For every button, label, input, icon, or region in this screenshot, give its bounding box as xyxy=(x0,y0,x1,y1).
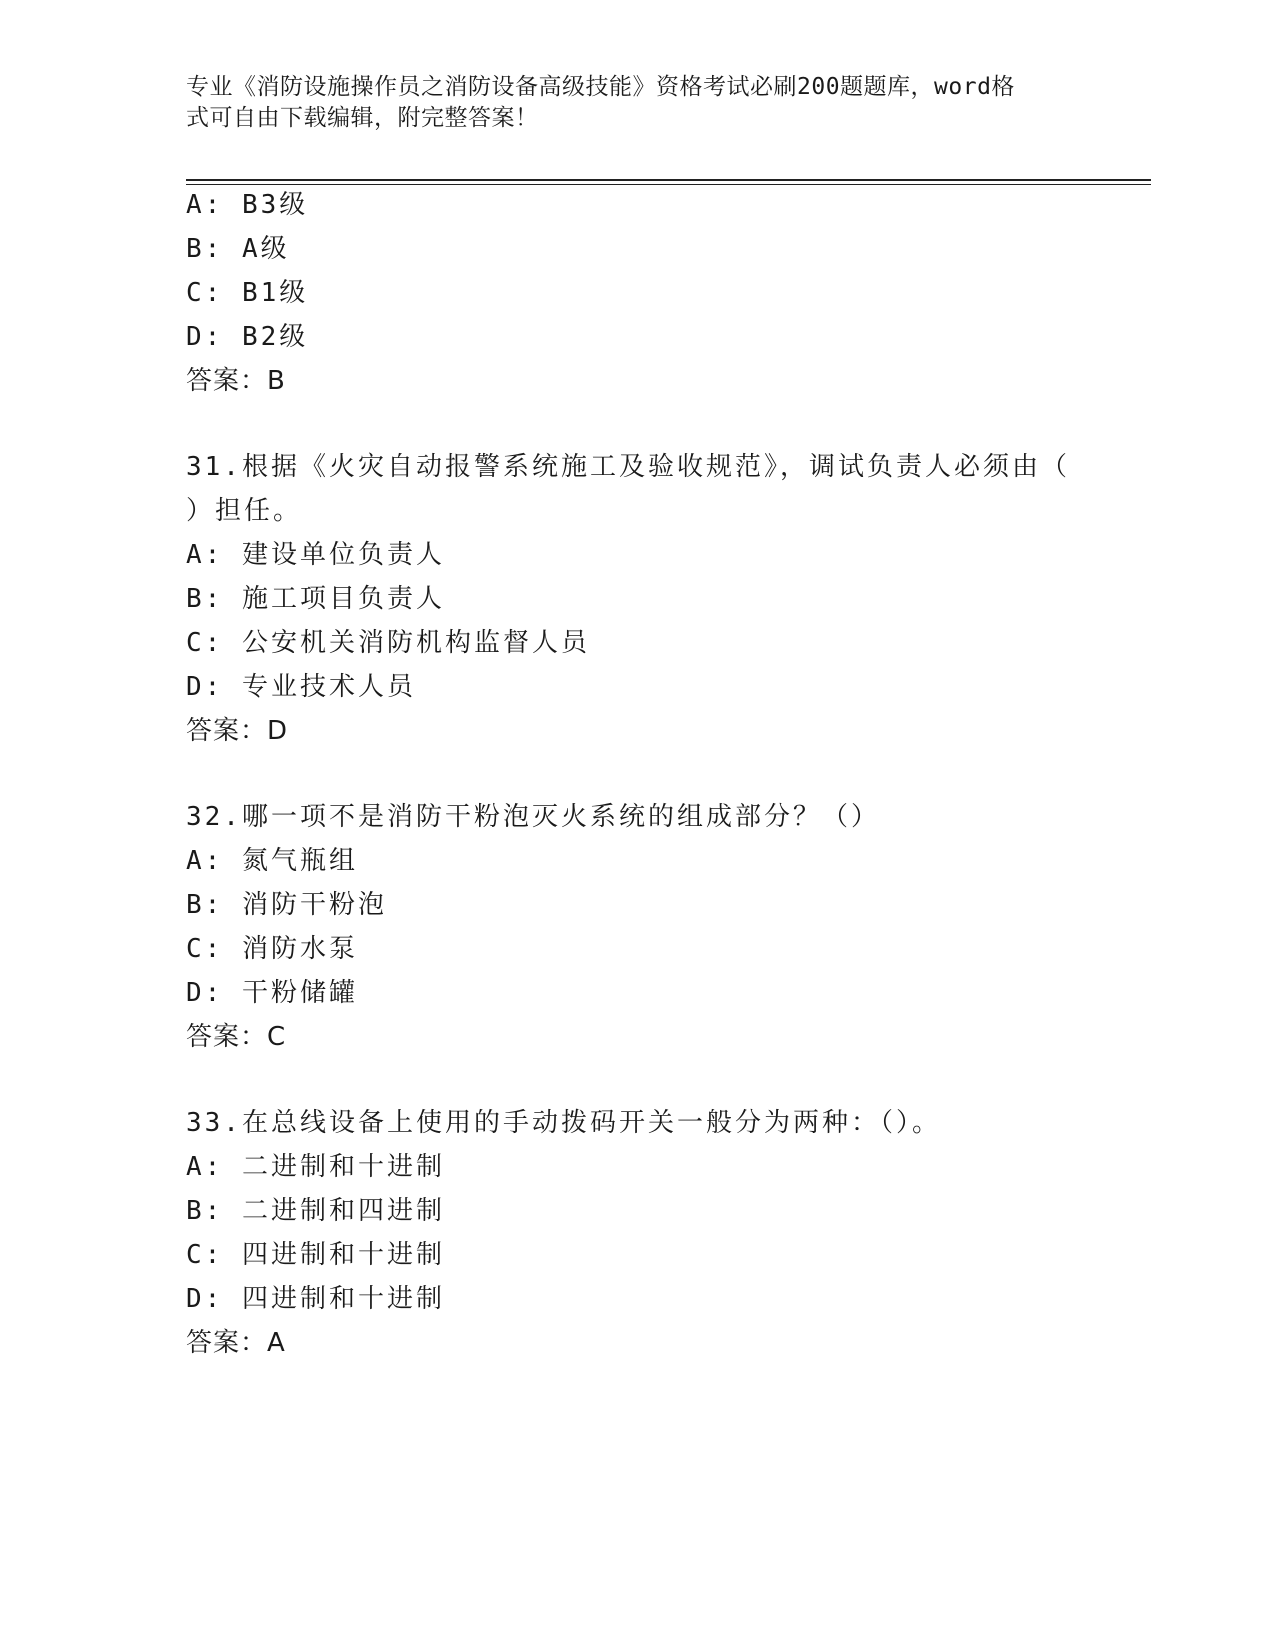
q31-option-d: D: 专业技术人员 xyxy=(186,672,416,702)
q33-option-a: A: 二进制和十进制 xyxy=(186,1152,445,1182)
prev-answer: 答案：B xyxy=(186,366,286,396)
prev-option-a: A: B3级 xyxy=(186,190,309,220)
q31-option-c: C: 公安机关消防机构监督人员 xyxy=(186,628,590,658)
q32-option-c: C: 消防水泵 xyxy=(186,934,358,964)
document-header xyxy=(186,72,1066,134)
q31-option-a: A: 建设单位负责人 xyxy=(186,540,445,570)
q33-stem-line-1: 33.在总线设备上使用的手动拨码开关一般分为两种：（）。 xyxy=(186,1108,941,1138)
q33-option-d: D: 四进制和十进制 xyxy=(186,1284,445,1314)
prev-option-c: C: B1级 xyxy=(186,278,309,308)
q32-answer: 答案：C xyxy=(186,1022,287,1052)
q31-stem-line-2: ）担任。 xyxy=(186,496,303,526)
q31-stem-line-1: 31.根据《火灾自动报警系统施工及验收规范》，调试负责人必须由（ xyxy=(186,452,1070,482)
q31-option-b: B: 施工项目负责人 xyxy=(186,584,445,614)
prev-option-d: D: B2级 xyxy=(186,322,309,352)
q33-option-c: C: 四进制和十进制 xyxy=(186,1240,445,1270)
q32-option-b: B: 消防干粉泡 xyxy=(186,890,387,920)
q32-stem-line-1: 32.哪一项不是消防干粉泡灭火系统的组成部分？（） xyxy=(186,802,880,832)
header-divider-thin xyxy=(186,184,1151,185)
prev-option-b: B: A级 xyxy=(186,234,290,264)
q32-option-d: D: 干粉储罐 xyxy=(186,978,358,1008)
q33-option-b: B: 二进制和四进制 xyxy=(186,1196,445,1226)
q33-answer: 答案：A xyxy=(186,1328,286,1358)
q31-answer: 答案：D xyxy=(186,716,289,746)
header-line-1: 专业《消防设施操作员之消防设备高级技能》资格考试必刷200题题库，word格 xyxy=(186,74,1015,100)
q32-option-a: A: 氮气瓶组 xyxy=(186,846,358,876)
header-line-2: 式可自由下载编辑，附完整答案！ xyxy=(186,105,539,131)
header-divider-thick xyxy=(186,179,1151,181)
